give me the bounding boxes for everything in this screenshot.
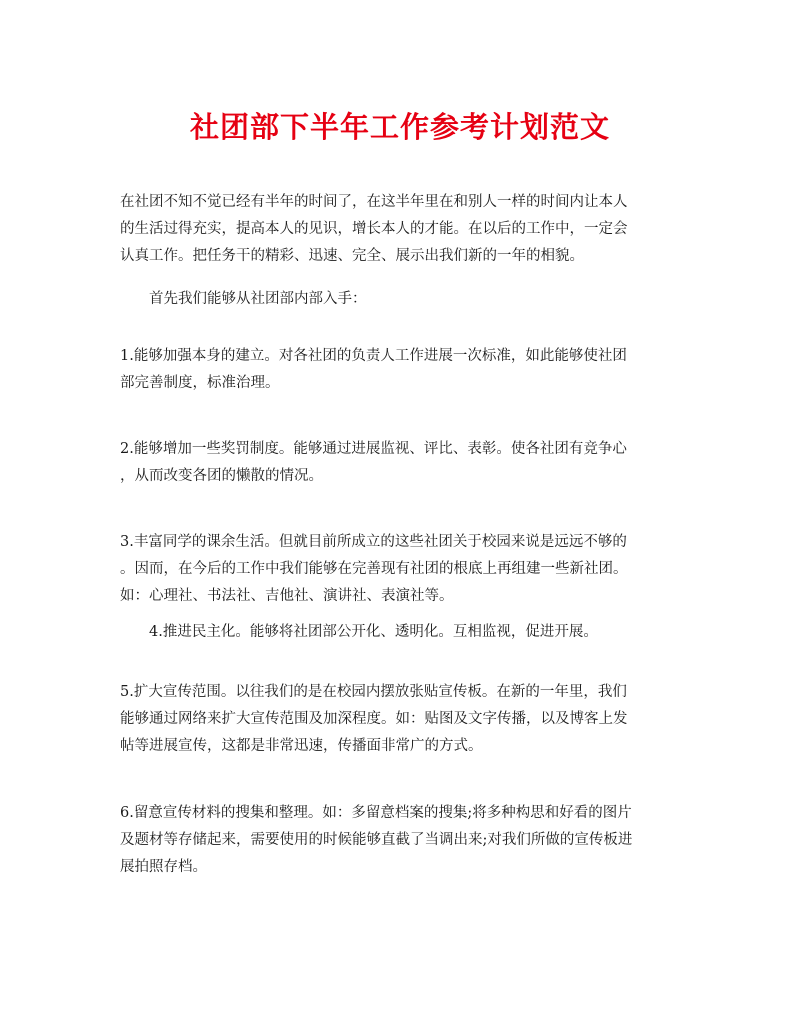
document-title: 社团部下半年工作参考计划范文 [189,110,610,144]
text-line: 2.能够增加一些奖罚制度。能够通过进展监视、评比、表彰。使各社团有竞争心 [120,441,627,457]
text-line: 首先我们能够从社团部内部入手： [149,291,367,307]
list-item-6 [120,800,680,881]
text-line: 帖等进展宣传，这都是非常迅速，传播面非常广的方式。 [120,738,483,754]
text-line: 的生活过得充实，提高本人的见识，增长本人的才能。在以后的工作中，一定会 [120,221,628,237]
text-line: 4.推进民主化。能够将社团部公开化、透明化。互相监视，促进开展。 [149,624,598,640]
text-line: 在社团不知不觉已经有半年的时间了，在这半年里在和别人一样的时间内让本人 [120,194,628,210]
list-item-2 [120,436,680,490]
list-item-1 [120,343,680,397]
text-line: 认真工作。把任务干的精彩、迅速、完全、展示出我们新的一年的相貌。 [120,248,584,264]
text-line: 部完善制度，标准治理。 [120,375,280,391]
text-line: 3.丰富同学的课余生活。但就目前所成立的这些社团关于校园来说是远远不够的 [120,534,627,550]
list-item-4 [149,619,709,646]
text-line: 如：心理社、书法社、吉他社、演讲社、表演社等。 [120,588,454,604]
text-line: 展拍照存档。 [120,859,207,875]
list-item-3 [120,529,680,610]
text-line: 及题材等存储起来，需要使用的时候能够直截了当调出来;对我们所做的宣传板进 [120,832,633,848]
intro-paragraph [120,189,680,270]
text-line: ，从而改变各团的懒散的情况。 [120,468,323,484]
text-line: 能够通过网络来扩大宣传范围及加深程度。如：贴图及文字传播，以及博客上发 [120,711,628,727]
lead-paragraph [149,286,709,313]
text-line: 6.留意宣传材料的搜集和整理。如：多留意档案的搜集;将多种构思和好看的图片 [120,805,632,821]
text-line: 。因而，在今后的工作中我们能够在完善现有社团的根底上再组建一些新社团。 [120,561,628,577]
list-item-5 [120,679,680,760]
text-line: 5.扩大宣传范围。以往我们的是在校园内摆放张贴宣传板。在新的一年里，我们 [120,684,627,700]
text-line: 1.能够加强本身的建立。对各社团的负责人工作进展一次标准，如此能够使社团 [120,348,627,364]
